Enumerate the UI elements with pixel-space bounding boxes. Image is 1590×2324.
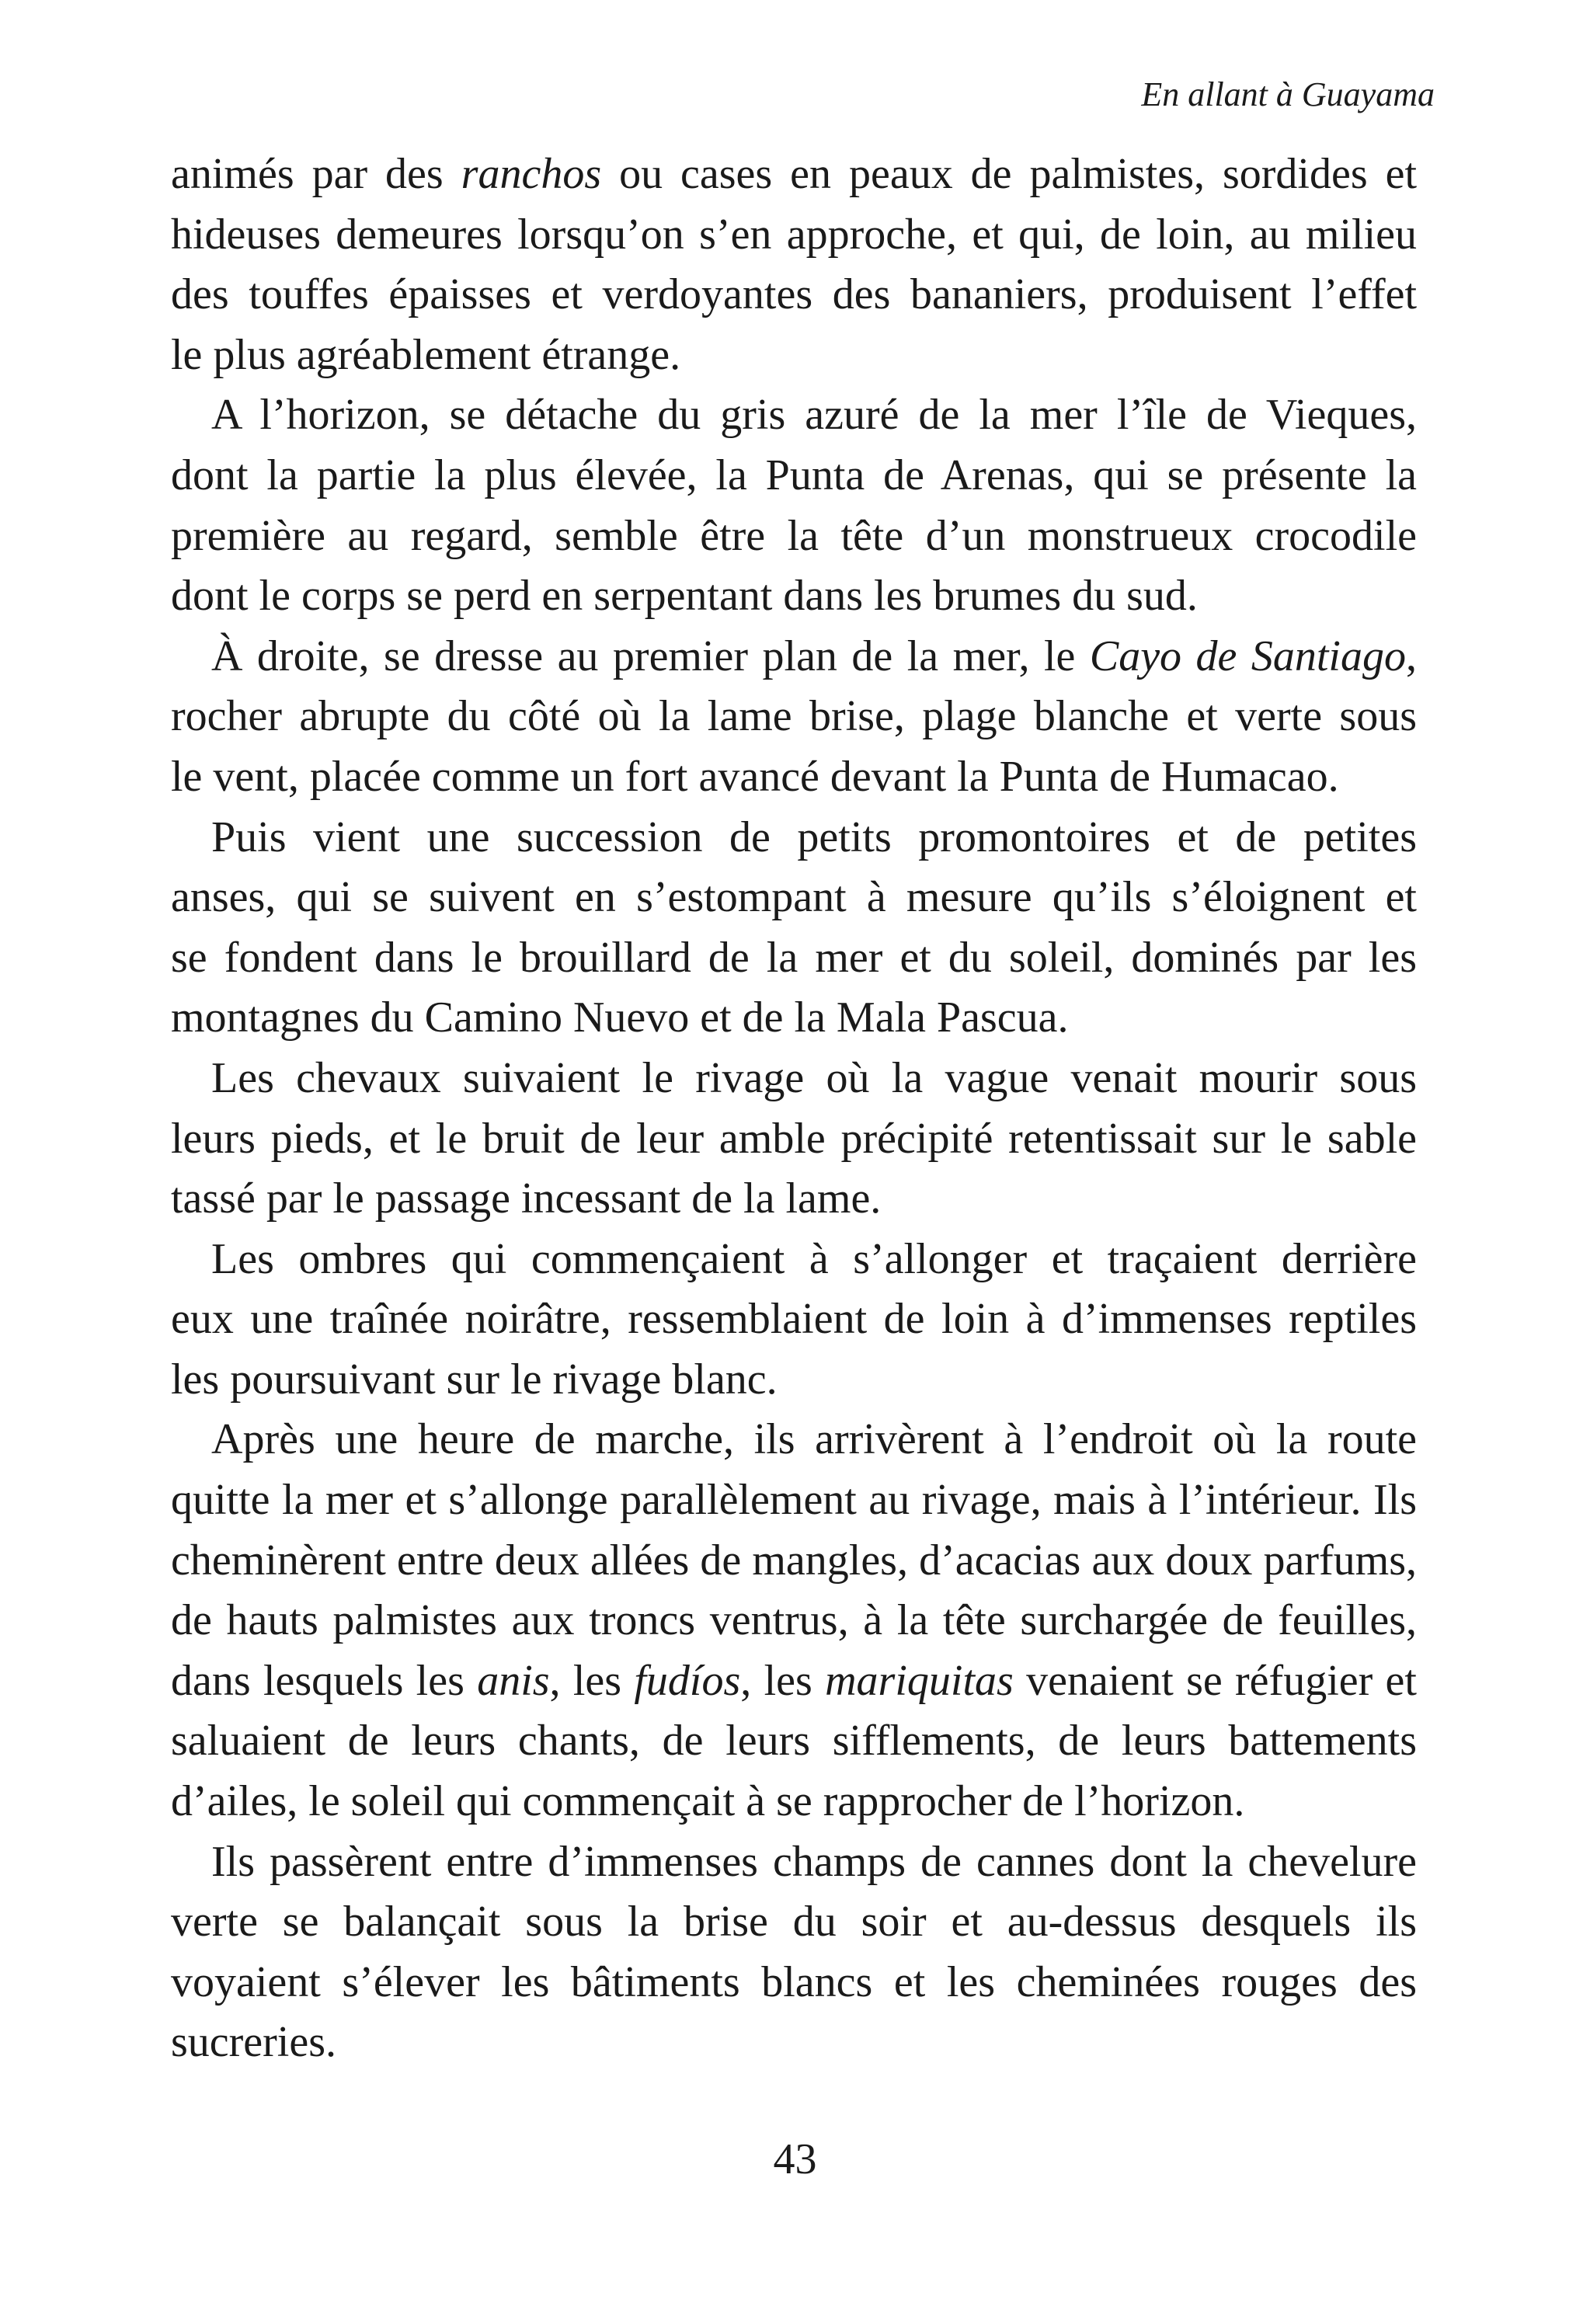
text-line (171, 1289, 1417, 1350)
running-title: En allant à Guayama (1141, 75, 1435, 113)
italic-term: ranchos (461, 150, 602, 198)
text-run: saluaient de leurs chants, de leurs sifflements, de leurs battements (171, 1717, 1417, 1766)
text-run: Puis vient une succession de petits promontoires et de petites (211, 812, 1417, 861)
text-run: eux une traînée noirâtre, ressemblaient de loin à d’immenses reptiles (171, 1295, 1417, 1344)
text-run: venaient se réfugier et (1013, 1656, 1417, 1705)
text-run: Ils passèrent entre d’immenses champs de cannes dont la chevelure (211, 1837, 1417, 1886)
text-line (171, 1892, 1417, 1953)
text-run: Les chevaux suivaient le rivage où la vague venait mourir sous (211, 1053, 1417, 1102)
text-run: se fondent dans le brouillard de la mer et du soleil, dominés par les (171, 933, 1417, 982)
body-text (171, 144, 1417, 2073)
text-run: dont le corps se perd en serpentant dans les brumes du sud. (171, 572, 1198, 621)
text-line (171, 1591, 1417, 1651)
text-line (171, 687, 1417, 747)
text-line (171, 144, 1417, 205)
text-line (171, 747, 1417, 808)
text-run: rocher abrupte du côté où la lame brise, plage blanche et verte sous (171, 692, 1417, 741)
text-run: , les (740, 1656, 826, 1705)
text-run: dans lesquels les (171, 1656, 478, 1705)
italic-term: fudíos (634, 1656, 741, 1705)
text-line (171, 1470, 1417, 1531)
paragraph (171, 808, 1417, 1049)
text-run: le plus agréablement étrange. (171, 330, 681, 379)
italic-term: Cayo de Santiago (1089, 631, 1406, 680)
text-line (171, 988, 1417, 1049)
text-line (171, 1772, 1417, 1832)
text-line (171, 928, 1417, 989)
text-line (171, 1711, 1417, 1772)
text-run: cheminèrent entre deux allées de mangles, d’acacias aux doux parfums, (171, 1536, 1417, 1585)
text-run: quitte la mer et s’allonge parallèlement au rivage, mais à l’intérieur. Ils (171, 1476, 1417, 1525)
text-line (171, 1953, 1417, 2013)
text-run: le vent, placée comme un fort avancé devant la Punta de Humacao. (171, 752, 1339, 801)
text-run: montagnes du Camino Nuevo et de la Mala Pascua. (171, 993, 1069, 1042)
text-run: Les ombres qui commençaient à s’allonger et traçaient derrière (211, 1234, 1417, 1283)
text-run: première au regard, semble être la tête d’un monstrueux crocodile (171, 511, 1417, 560)
paragraph (171, 1230, 1417, 1411)
paragraph (171, 1049, 1417, 1230)
text-line (171, 1832, 1417, 1893)
text-line (171, 1410, 1417, 1470)
text-run: des touffes épaisses et verdoyantes des bananiers, produisent l’effet (171, 270, 1417, 319)
text-line (171, 1651, 1417, 1712)
text-line (171, 265, 1417, 325)
paragraph (171, 627, 1417, 808)
text-line (171, 566, 1417, 627)
text-line (171, 1350, 1417, 1411)
text-line (171, 868, 1417, 928)
text-line (171, 1531, 1417, 1592)
text-run: , les (549, 1656, 635, 1705)
text-line (171, 1049, 1417, 1109)
paragraph (171, 1410, 1417, 1832)
text-line (171, 627, 1417, 687)
text-line (171, 1169, 1417, 1230)
text-line (171, 808, 1417, 868)
text-run: les poursuivant sur le rivage blanc. (171, 1355, 778, 1404)
text-run: A l’horizon, se détache du gris azuré de la mer l’île de Vieques, (211, 391, 1417, 440)
text-line (171, 446, 1417, 506)
text-run: verte se balançait sous la brise du soir et au-dessus desquels ils (171, 1898, 1417, 1947)
text-line (171, 1230, 1417, 1290)
italic-term: mariquitas (825, 1656, 1014, 1705)
text-line (171, 1109, 1417, 1170)
italic-term: anis (477, 1656, 550, 1705)
text-run: voyaient s’élever les bâtiments blancs et les cheminées rouges des (171, 1957, 1417, 2006)
text-run: ou cases en peaux de palmistes, sordides et (601, 150, 1417, 198)
text-run: de hauts palmistes aux troncs ventrus, à la tête surchargée de feuilles, (171, 1596, 1417, 1645)
text-line (171, 506, 1417, 567)
text-line (171, 205, 1417, 266)
text-line (171, 325, 1417, 386)
text-run: animés par des (171, 150, 461, 198)
text-run: Après une heure de marche, ils arrivèrent à l’endroit où la route (211, 1415, 1417, 1464)
paragraph (171, 385, 1417, 626)
text-run: leurs pieds, et le bruit de leur amble précipité retentissait sur le sable (171, 1114, 1417, 1163)
text-run: À droite, se dresse au premier plan de la mer, le (211, 631, 1090, 680)
text-run: anses, qui se suivent en s’estompant à mesure qu’ils s’éloignent et (171, 873, 1417, 922)
paragraph (171, 144, 1417, 385)
page-number: 43 (773, 2135, 817, 2183)
paragraph (171, 1832, 1417, 2073)
text-run: tassé par le passage incessant de la lame. (171, 1174, 882, 1223)
text-run: sucreries. (171, 2018, 337, 2067)
text-run: dont la partie la plus élevée, la Punta de Arenas, qui se présente la (171, 451, 1417, 499)
text-run: d’ailes, le soleil qui commençait à se rapprocher de l’horizon. (171, 1777, 1245, 1826)
text-line (171, 385, 1417, 446)
text-run: hideuses demeures lorsqu’on s’en approche, et qui, de loin, au milieu (171, 210, 1417, 259)
text-line (171, 2013, 1417, 2073)
text-run: , (1406, 631, 1417, 680)
